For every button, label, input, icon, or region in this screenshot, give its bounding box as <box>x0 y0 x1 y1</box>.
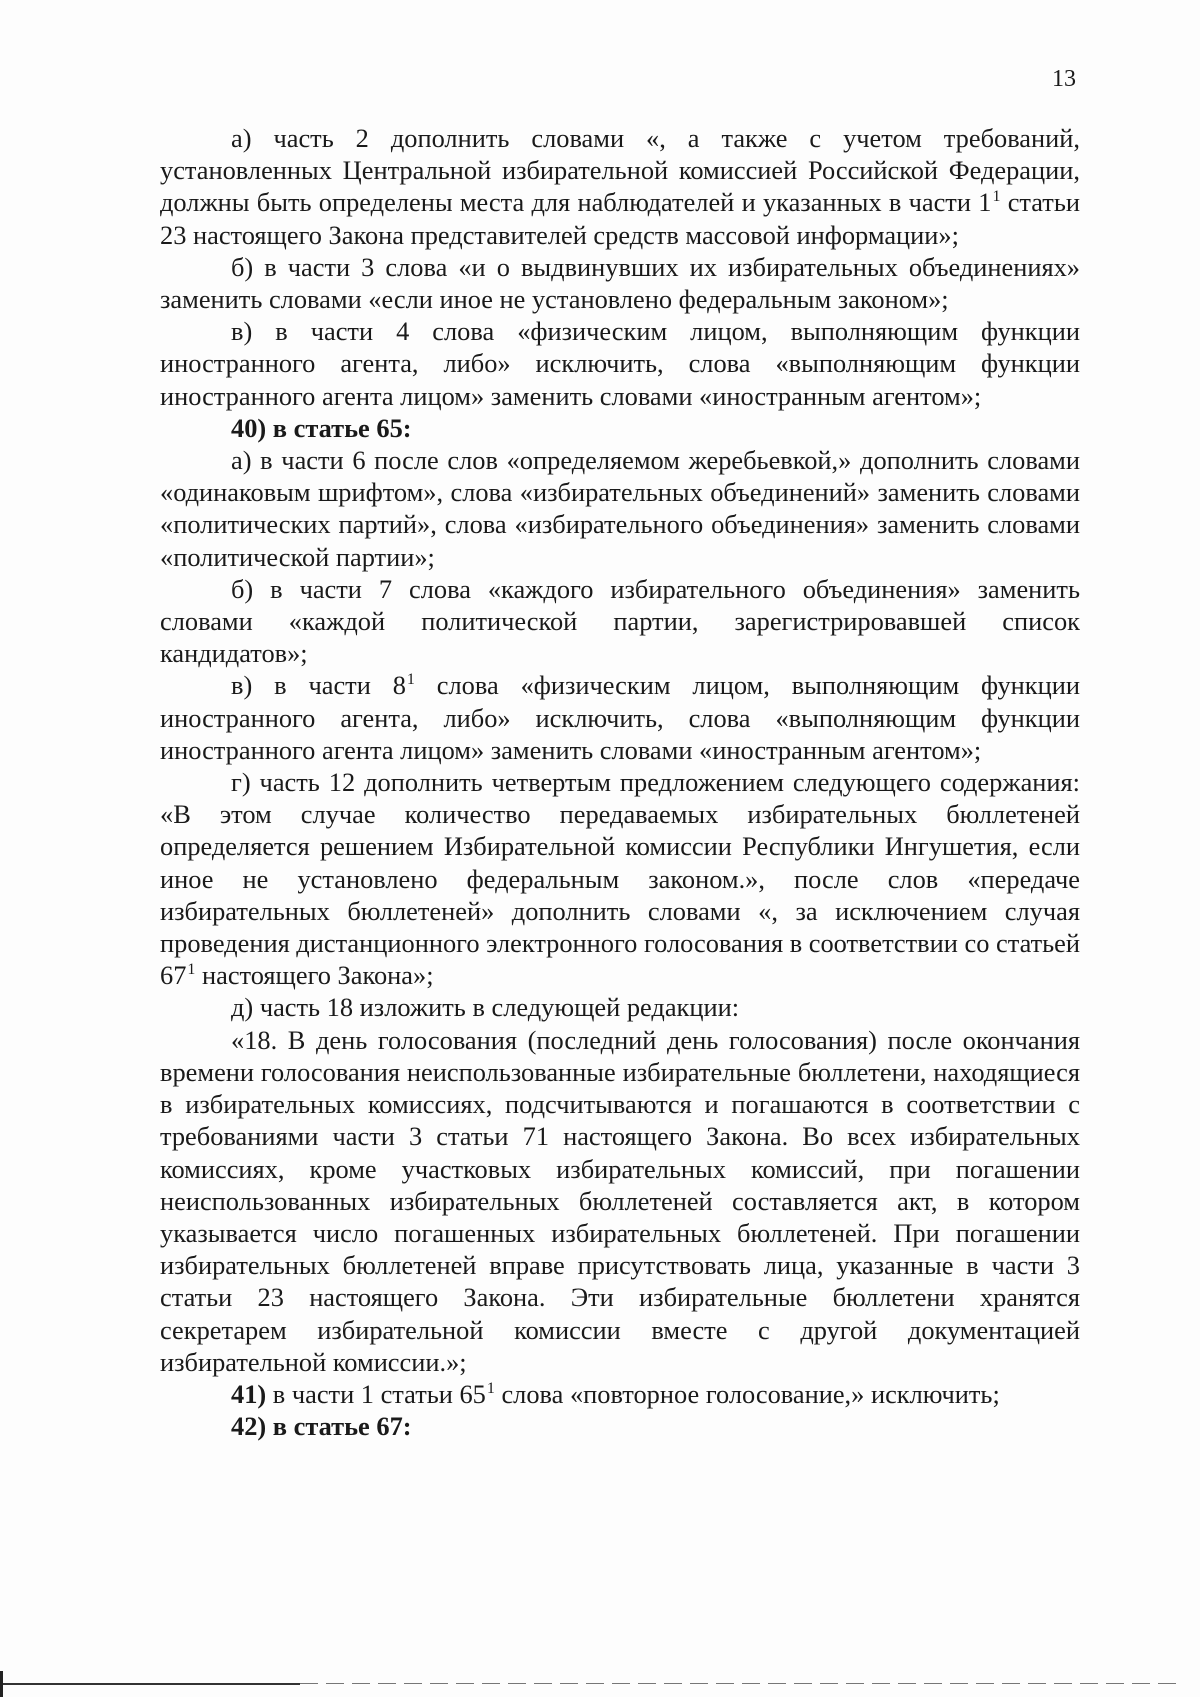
paragraph-text: в) в части 4 слова «физическим лицом, выполняющим функции иностранного агента, либо» исключить, слова «выполняющим функции иностранного агента лицом» заменить словами «иностранным агентом»; <box>160 316 1080 411</box>
paragraph <box>160 669 1080 766</box>
scan-edge-line <box>0 1683 300 1685</box>
scan-edge-mark <box>0 1671 3 1697</box>
paragraph-text: а) часть 2 дополнить словами «, а также с учетом требований, установленных Центральной избирательной комиссией Российской Федерации, должны быть определены места для наблюдателей и указанных в части 1 <box>160 123 1080 218</box>
paragraph <box>160 315 1080 412</box>
paragraph <box>160 766 1080 991</box>
paragraph-text: в части 1 статьи 65 <box>266 1378 486 1409</box>
paragraph-text: б) в части 3 слова «и о выдвинувших их избирательных объединениях» заменить словами «если иное не установлено федеральным законом»; <box>160 251 1080 315</box>
paragraph-text: настоящего Закона»; <box>195 960 434 991</box>
paragraph-text: д) часть 18 изложить в следующей редакции: <box>231 992 740 1023</box>
article-item-heading: 41) <box>231 1378 267 1409</box>
paragraph-text: в) в части 8 <box>231 670 406 701</box>
page-number: 13 <box>1052 66 1076 92</box>
paragraph <box>160 1024 1080 1378</box>
scan-edge-dotted-line <box>300 1683 1180 1684</box>
document-body <box>160 122 1080 1442</box>
paragraph-text: статьи 23 настоящего Закона представителей средств массовой информации»; <box>160 187 1080 250</box>
paragraph <box>160 412 1080 444</box>
paragraph-text: а) в части 6 после слов «определяемом жеребьевкой,» дополнить словами «одинаковым шрифтом», слова «избирательных объединений» заменить словами «политических партий», слова «избирательного объединения» заменить словами «политической партии»; <box>160 445 1080 572</box>
paragraph <box>160 573 1080 670</box>
paragraph <box>160 251 1080 315</box>
paragraph-text: б) в части 7 слова «каждого избирательного объединения» заменить словами «каждой политической партии, зарегистрировавшей список кандидатов»; <box>160 573 1080 669</box>
superscript-index: 1 <box>187 961 196 979</box>
paragraph-text: слова «повторное голосование,» исключить; <box>494 1378 1000 1409</box>
paragraph-text: «18. В день голосования (последний день голосования) после окончания времени голосования неиспользованные избирательные бюллетени, находящиеся в избирательных комиссиях, подсчитываются и погашаются в соответствии с требованиями части 3 статьи 71 настоящего Закона. Во всех избирательных комиссиях, кроме участковых избирательных комиссий, при погашении неиспользованных избирательных бюллетеней составляется акт, в котором указывается число погашенных избирательных бюллетеней. При погашении избирательных бюллетеней вправе присутствовать лица, указанные в части 3 статьи 23 настоящего Закона. Эти избирательные бюллетени хранятся секретарем избирательной комиссии вместе с другой документацией избирательной комиссии.»; <box>160 1024 1080 1377</box>
paragraph <box>160 991 1080 1023</box>
article-item-heading: 40) в статье 65: <box>231 412 412 443</box>
paragraph <box>160 444 1080 573</box>
paragraph <box>160 1410 1080 1442</box>
paragraph-text: г) часть 12 дополнить четвертым предложением следующего содержания: «В этом случае количество передаваемых избирательных бюллетеней определяется решением Избирательной комиссии Республики Ингушетия, если иное не установлено федеральным законом.», после слов «передаче избирательных бюллетеней» дополнить словами «, за исключением случая проведения дистанционного электронного голосования в соответствии со статьей 67 <box>160 767 1080 991</box>
paragraph <box>160 122 1080 251</box>
paragraph <box>160 1378 1080 1410</box>
superscript-index: 1 <box>406 671 415 689</box>
superscript-index: 1 <box>992 188 1001 206</box>
article-item-heading: 42) в статье 67: <box>231 1411 412 1442</box>
superscript-index: 1 <box>486 1379 495 1397</box>
paragraph-text: слова «физическим лицом, выполняющим функции иностранного агента, либо» исключить, слова «выполняющим функции иностранного агента лицом» заменить словами «иностранным агентом»; <box>160 670 1080 765</box>
